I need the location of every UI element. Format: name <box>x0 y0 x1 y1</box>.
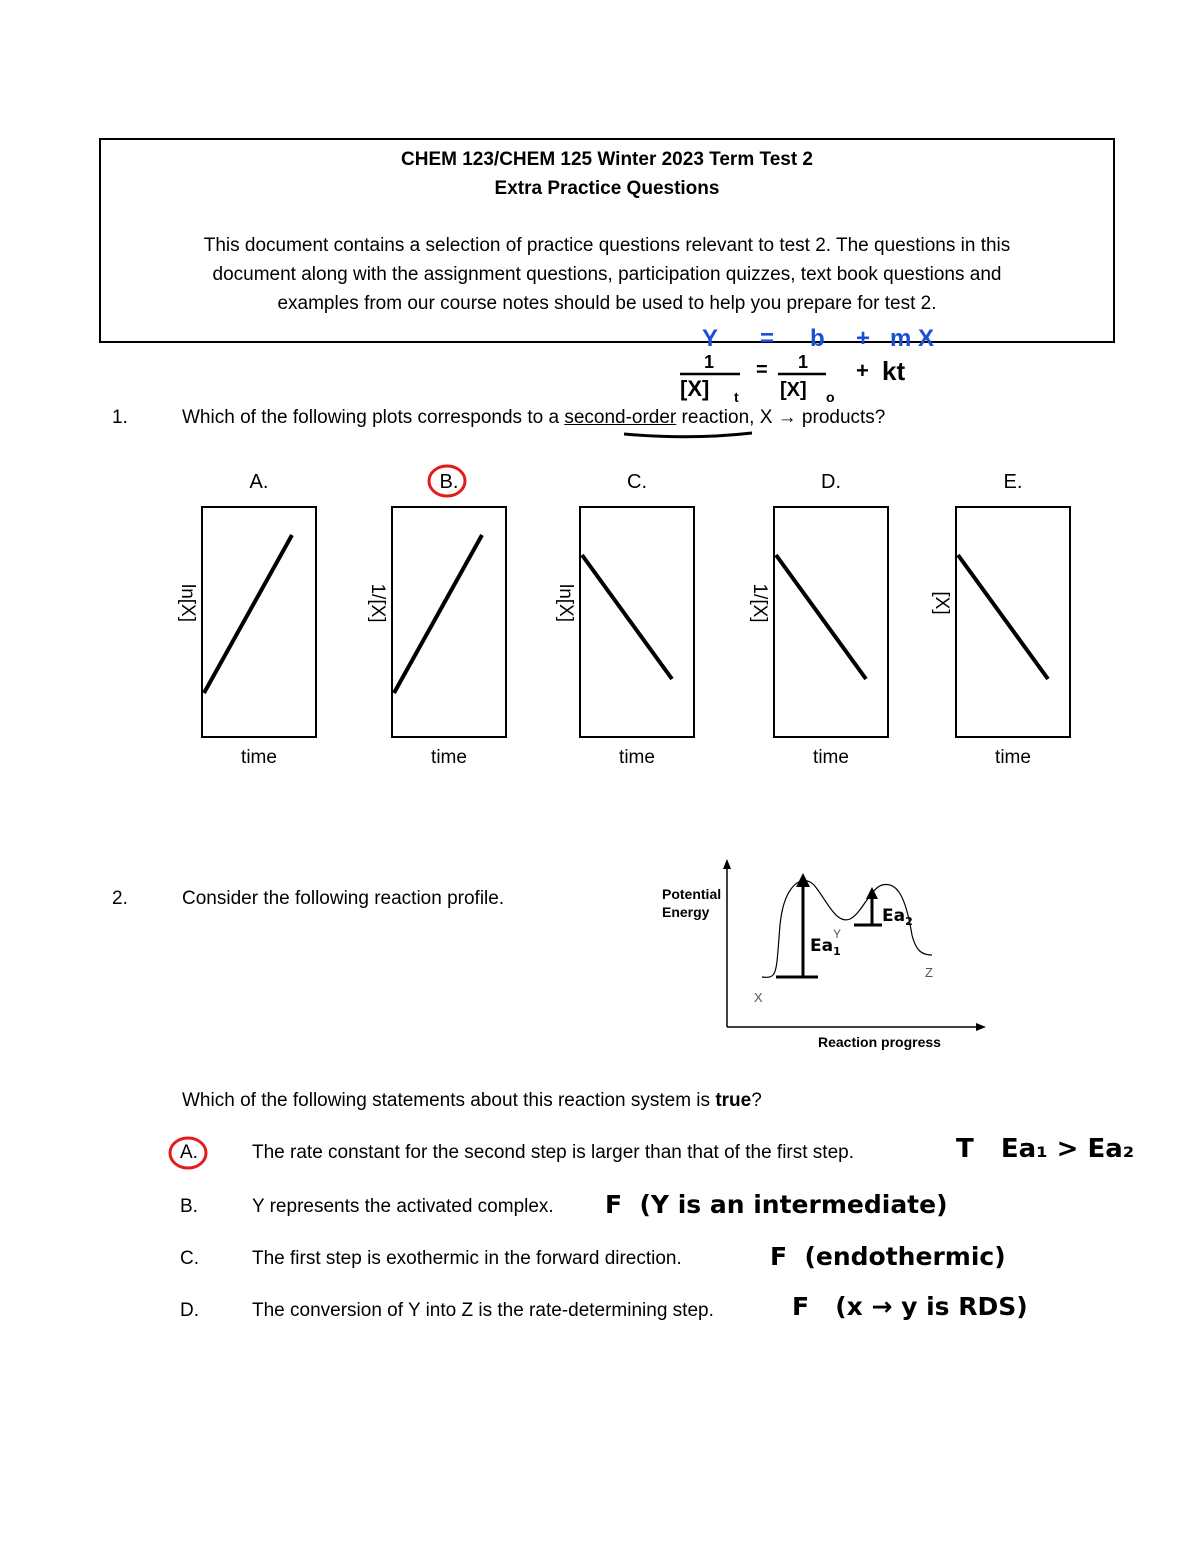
option-a-letter: A. <box>180 1142 198 1163</box>
eq-den-x: [X] <box>680 376 710 401</box>
eq-den-t: t <box>734 389 739 405</box>
reaction-profile-diagram <box>650 855 1010 1055</box>
diagram-ylabel-line2: Energy <box>662 904 710 920</box>
option-b-note: F (Y is an intermediate) <box>605 1190 948 1219</box>
plot-letter: B. <box>439 471 459 493</box>
diagram-ylabel-line1: Potential <box>662 886 722 902</box>
plot-xlabel: time <box>431 747 467 768</box>
q1-number: 1. <box>112 407 128 428</box>
eq-bottom-equals: = <box>756 359 768 381</box>
q1-text-before: Which of the following plots corresponds to a <box>182 407 565 428</box>
plot-2 <box>367 466 506 768</box>
q2-prompt-bold: true <box>715 1090 752 1111</box>
ea2-label: $Ea_2$ <box>882 906 913 928</box>
plot-line <box>582 555 672 679</box>
option-a-circle-stroke <box>170 1138 206 1168</box>
intro-line-3: examples from our course notes should be used to help you prepare for test 2. <box>277 293 937 314</box>
header-box <box>99 138 1115 343</box>
plot-xlabel: time <box>241 747 277 768</box>
option-c-letter: C. <box>180 1248 199 1269</box>
q2-text: Consider the following reaction profile. <box>182 888 505 909</box>
diagram-x-arrowhead <box>976 1023 986 1031</box>
option-d-note: F (x → y is RDS) <box>792 1292 1028 1321</box>
eq-top-mx: m X <box>890 325 935 352</box>
plot-frame <box>202 507 316 737</box>
plot-ylabel: [X] <box>931 591 952 615</box>
plot-ylabel: 1/[X] <box>749 583 770 623</box>
energy-curve <box>762 881 932 978</box>
option-a-note: T Ea₁ > Ea₂ <box>956 1134 1135 1164</box>
option-c-note: F (endothermic) <box>770 1242 1006 1271</box>
q2-prompt-text: Which of the following statements about this reaction system is <box>182 1090 716 1111</box>
plot-ylabel: ln[X] <box>555 583 576 623</box>
diagram-y-arrowhead <box>723 859 731 869</box>
q1-plots <box>150 455 1110 785</box>
q1-hand-underline <box>620 428 760 442</box>
plot-line <box>204 535 292 693</box>
q2-number: 2. <box>112 888 128 909</box>
eq-top-b: b <box>810 325 825 352</box>
q2-prompt-end: ? <box>751 1090 762 1111</box>
plot-3 <box>555 471 694 768</box>
option-c-text: The first step is exothermic in the forward direction. <box>252 1248 682 1269</box>
option-d-letter: D. <box>180 1300 199 1321</box>
q1-text-underlined: second-order <box>564 407 677 428</box>
option-d-text: The conversion of Y into Z is the rate-determining step. <box>252 1300 714 1321</box>
intro-line-1: This document contains a selection of practice questions relevant to test 2. The questions in this <box>203 235 1011 256</box>
plot-5 <box>931 471 1070 768</box>
q1-text <box>182 407 885 429</box>
intro-line-2: document along with the assignment questions, participation quizzes, text book questions and <box>212 264 1002 285</box>
q1-hand-underline-stroke <box>624 433 752 437</box>
diagram-xlabel: Reaction progress <box>818 1034 941 1050</box>
plot-xlabel: time <box>995 747 1031 768</box>
plot-frame <box>956 507 1070 737</box>
point-x-label: X <box>754 990 763 1005</box>
q1-text-after: reaction, X → products? <box>676 407 886 428</box>
plot-letter: D. <box>821 471 841 493</box>
point-z-label: Z <box>925 965 933 980</box>
plot-xlabel: time <box>813 747 849 768</box>
eq-num-1: 1 <box>704 352 715 372</box>
option-b-text: Y represents the activated complex. <box>252 1196 554 1217</box>
plot-frame <box>774 507 888 737</box>
eq-bottom-plus: + <box>856 358 869 383</box>
document-title: CHEM 123/CHEM 125 Winter 2023 Term Test 2 <box>401 149 813 170</box>
option-b-letter: B. <box>180 1196 198 1217</box>
eq-den-x0: [X] <box>780 379 807 401</box>
plot-xlabel: time <box>619 747 655 768</box>
eq-bottom-kt: kt <box>882 356 906 386</box>
ea1-label: $Ea_1$ <box>810 936 841 958</box>
q2-prompt <box>182 1090 762 1112</box>
ea1-arrowhead <box>796 873 810 887</box>
handwritten-equation <box>660 320 960 410</box>
plot-ylabel: 1/[X] <box>367 583 388 623</box>
plot-line <box>958 555 1048 679</box>
plot-1 <box>177 471 316 768</box>
plot-4 <box>749 471 888 768</box>
option-a-text: The rate constant for the second step is larger than that of the first step. <box>252 1142 854 1163</box>
point-y-label: Y <box>833 927 842 941</box>
option-a-circle <box>166 1134 210 1172</box>
plot-letter: A. <box>249 471 269 493</box>
plot-line <box>394 535 482 693</box>
document-subtitle: Extra Practice Questions <box>494 178 720 199</box>
plot-ylabel: ln[X] <box>177 583 198 623</box>
eq-top-equals: = <box>760 325 775 352</box>
plot-letter: E. <box>1003 471 1023 493</box>
eq-den-o: o <box>826 389 835 405</box>
plot-letter: C. <box>627 471 647 493</box>
plot-frame <box>580 507 694 737</box>
eq-top-y: Y <box>702 325 719 352</box>
plot-frame <box>392 507 506 737</box>
eq-num-2: 1 <box>798 352 809 372</box>
plot-line <box>776 555 866 679</box>
eq-top-plus: + <box>856 325 871 352</box>
